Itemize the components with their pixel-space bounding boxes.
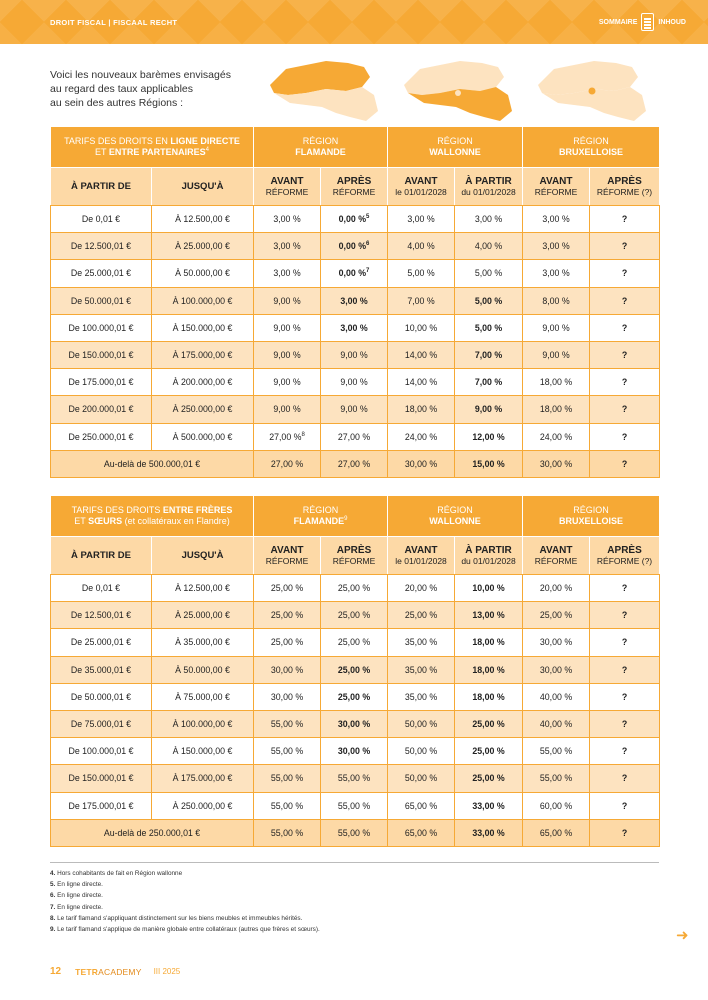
tetra-academy-logo: TETRACADEMY (75, 966, 142, 977)
cell-b-avant: 30,00 % (523, 629, 590, 656)
cell-w-apres: 15,00 % (455, 450, 523, 477)
cell-b-apres: ? (590, 629, 660, 656)
table-row (51, 629, 660, 656)
cell-to: À 175.000,00 € (152, 765, 254, 792)
cell-w-apres: 18,00 % (455, 629, 523, 656)
cell-fl-avant: 3,00 % (254, 260, 321, 287)
cell-from: De 50.000,01 € (51, 287, 152, 314)
cell-w-avant: 35,00 % (388, 629, 455, 656)
cell-w-apres: 5,00 % (455, 287, 523, 314)
table-row (51, 765, 660, 792)
cell-from: De 175.000,01 € (51, 369, 152, 396)
cell-from: De 25.000,01 € (51, 629, 152, 656)
cell-b-apres: ? (590, 792, 660, 819)
col-fl-apres: APRÈS RÉFORME (321, 168, 388, 206)
cell-w-avant: 14,00 % (388, 341, 455, 368)
cell-from: De 150.000,01 € (51, 765, 152, 792)
cell-b-apres: ? (590, 602, 660, 629)
cell-w-apres: 25,00 % (455, 765, 523, 792)
cell-fl-apres: 55,00 % (321, 792, 388, 819)
cell-fl-apres: 3,00 % (321, 287, 388, 314)
table-row (51, 369, 660, 396)
table-row (51, 233, 660, 260)
footnote: 7. En ligne directe. (50, 903, 103, 911)
cell-fl-avant: 27,00 % (254, 450, 321, 477)
cell-w-avant: 7,00 % (388, 287, 455, 314)
col-w-apres: À PARTIR du 01/01/2028 (455, 537, 523, 575)
table2-body (51, 575, 660, 847)
cell-to: À 75.000,00 € (152, 683, 254, 710)
cell-fl-apres: 0,00 %$^6$ (321, 233, 388, 260)
cell-to: À 200.000,00 € (152, 369, 254, 396)
cell-w-avant: 50,00 % (388, 710, 455, 737)
cell-b-apres: ? (590, 396, 660, 423)
cell-fl-apres: 0,00 %$^7$ (321, 260, 388, 287)
cell-w-avant: 18,00 % (388, 396, 455, 423)
table-row (51, 206, 660, 233)
cell-fl-apres: 30,00 % (321, 710, 388, 737)
region-wallonne-header: RÉGION WALLONNE (388, 496, 523, 537)
cell-b-avant: 3,00 % (523, 233, 590, 260)
table-row (51, 602, 660, 629)
cell-b-avant: 3,00 % (523, 206, 590, 233)
cell-fl-avant: 25,00 % (254, 629, 321, 656)
page-number: 12 (50, 966, 62, 977)
cell-b-avant: 55,00 % (523, 765, 590, 792)
cell-w-avant: 65,00 % (388, 792, 455, 819)
cell-w-avant: 65,00 % (388, 819, 455, 846)
cell-b-avant: 18,00 % (523, 369, 590, 396)
cell-b-apres: ? (590, 765, 660, 792)
cell-b-apres: ? (590, 423, 660, 450)
cell-fl-avant: 55,00 % (254, 765, 321, 792)
intro-line: au sein des autres Régions : (50, 97, 184, 109)
cell-to: À 35.000,00 € (152, 629, 254, 656)
cell-b-apres: ? (590, 819, 660, 846)
cell-to: À 12.500,00 € (152, 575, 254, 602)
cell-b-apres: ? (590, 738, 660, 765)
cell-fl-apres: 25,00 % (321, 656, 388, 683)
cell-fl-avant: 55,00 % (254, 792, 321, 819)
cell-b-apres: ? (590, 314, 660, 341)
cell-b-avant: 25,00 % (523, 602, 590, 629)
cell-w-avant: 5,00 % (388, 260, 455, 287)
issue-label: III 2025 (153, 967, 181, 976)
cell-fl-apres: 55,00 % (321, 765, 388, 792)
col-w-avant: AVANT le 01/01/2028 (388, 537, 455, 575)
table-row-total (51, 819, 660, 846)
cell-w-apres: 13,00 % (455, 602, 523, 629)
table-row (51, 287, 660, 314)
cell-to: À 100.000,00 € (152, 710, 254, 737)
cell-fl-avant: 9,00 % (254, 396, 321, 423)
cell-fl-avant: 55,00 % (254, 710, 321, 737)
top-banner (0, 0, 708, 44)
footnote: 6. En ligne directe. (50, 892, 103, 900)
cell-from: De 100.000,01 € (51, 314, 152, 341)
cell-b-apres: ? (590, 369, 660, 396)
table-freres-soeurs (50, 495, 660, 847)
col-w-avant: AVANT le 01/01/2028 (388, 168, 455, 206)
col-fl-avant: AVANT RÉFORME (254, 168, 321, 206)
cell-fl-avant: 25,00 % (254, 602, 321, 629)
cell-w-apres: 18,00 % (455, 683, 523, 710)
table-row (51, 710, 660, 737)
col-from: À PARTIR DE (51, 537, 152, 575)
cell-to: À 250.000,00 € (152, 792, 254, 819)
cell-b-avant: 9,00 % (523, 314, 590, 341)
footnote: 9. Le tarif flamand s'applique de manière globale entre collatéraux (autres que frères et sœurs). (50, 926, 320, 934)
cell-to: À 25.000,00 € (152, 233, 254, 260)
cell-fl-apres: 27,00 % (321, 450, 388, 477)
belgium-maps (262, 55, 652, 127)
cell-b-avant: 9,00 % (523, 341, 590, 368)
cell-to: À 50.000,00 € (152, 260, 254, 287)
map-wallonia-icon (400, 55, 518, 125)
inhoud-label: INHOUD (658, 18, 686, 26)
table-row (51, 656, 660, 683)
cell-w-apres: 12,00 % (455, 423, 523, 450)
col-fl-avant: AVANT RÉFORME (254, 537, 321, 575)
cell-w-avant: 30,00 % (388, 450, 455, 477)
table-row (51, 792, 660, 819)
cell-b-apres: ? (590, 260, 660, 287)
region-flamande-header: RÉGION FLAMANDE (254, 127, 388, 168)
cell-w-avant: 14,00 % (388, 369, 455, 396)
page-footer (50, 966, 180, 977)
sommaire-label: SOMMAIRE (598, 18, 638, 26)
cell-beyond: Au-delà de 500.000,01 € (51, 450, 254, 477)
intro-line: au regard des taux applicables (50, 83, 194, 95)
cell-w-avant: 35,00 % (388, 683, 455, 710)
cell-b-avant: 3,00 % (523, 260, 590, 287)
cell-fl-apres: 25,00 % (321, 629, 388, 656)
cell-w-apres: 7,00 % (455, 341, 523, 368)
table-row (51, 341, 660, 368)
cell-b-apres: ? (590, 575, 660, 602)
cell-w-avant: 10,00 % (388, 314, 455, 341)
cell-fl-avant: 55,00 % (254, 819, 321, 846)
cell-to: À 150.000,00 € (152, 738, 254, 765)
cell-fl-avant: 9,00 % (254, 341, 321, 368)
clipboard-icon (641, 13, 654, 31)
cell-from: De 75.000,01 € (51, 710, 152, 737)
table1-title: TARIFS DES DROITS EN LIGNE DIRECTE ET ENTRE PARTENAIRES$^4$ (51, 127, 254, 168)
cell-b-apres: ? (590, 206, 660, 233)
table-row (51, 423, 660, 450)
footnote: 5. En ligne directe. (50, 881, 103, 889)
cell-b-apres: ? (590, 233, 660, 260)
table-row (51, 314, 660, 341)
cell-w-apres: 33,00 % (455, 792, 523, 819)
cell-fl-apres: 25,00 % (321, 602, 388, 629)
cell-fl-avant: 27,00 %$^8$ (254, 423, 321, 450)
cell-fl-avant: 30,00 % (254, 656, 321, 683)
cell-to: À 500.000,00 € (152, 423, 254, 450)
cell-b-avant: 40,00 % (523, 683, 590, 710)
cell-fl-apres: 25,00 % (321, 683, 388, 710)
cell-to: À 150.000,00 € (152, 314, 254, 341)
cell-from: De 250.000,01 € (51, 423, 152, 450)
cell-from: De 150.000,01 € (51, 341, 152, 368)
cell-w-apres: 25,00 % (455, 738, 523, 765)
cell-fl-avant: 30,00 % (254, 683, 321, 710)
cell-w-apres: 4,00 % (455, 233, 523, 260)
region-bruxelloise-header: RÉGION BRUXELLOISE (523, 496, 660, 537)
cell-w-apres: 3,00 % (455, 206, 523, 233)
cell-b-apres: ? (590, 710, 660, 737)
cell-fl-apres: 9,00 % (321, 369, 388, 396)
map-brussels-icon (534, 55, 652, 125)
table2-title: TARIFS DES DROITS ENTRE FRÈRES ET SŒURS (et collatéraux en Flandre) (51, 496, 254, 537)
cell-fl-apres: 9,00 % (321, 341, 388, 368)
cell-from: De 25.000,01 € (51, 260, 152, 287)
col-b-apres: APRÈS RÉFORME (?) (590, 537, 660, 575)
next-page-arrow-icon[interactable]: ➜ (676, 927, 689, 944)
cell-w-apres: 5,00 % (455, 260, 523, 287)
cell-w-apres: 10,00 % (455, 575, 523, 602)
cell-w-avant: 35,00 % (388, 656, 455, 683)
col-b-avant: AVANT RÉFORME (523, 168, 590, 206)
cell-to: À 12.500,00 € (152, 206, 254, 233)
cell-from: De 12.500,01 € (51, 233, 152, 260)
table-row-total (51, 450, 660, 477)
cell-fl-apres: 9,00 % (321, 396, 388, 423)
cell-to: À 25.000,00 € (152, 602, 254, 629)
cell-fl-apres: 55,00 % (321, 819, 388, 846)
cell-w-avant: 24,00 % (388, 423, 455, 450)
intro-line: Voici les nouveaux barèmes envisagés (50, 69, 231, 81)
cell-b-apres: ? (590, 341, 660, 368)
cell-b-apres: ? (590, 450, 660, 477)
cell-to: À 50.000,00 € (152, 656, 254, 683)
cell-from: De 0,01 € (51, 575, 152, 602)
map-flanders-icon (266, 55, 384, 125)
cell-b-avant: 24,00 % (523, 423, 590, 450)
cell-from: De 0,01 € (51, 206, 152, 233)
footnote: 4. Hors cohabitants de fait en Région wallonne (50, 870, 183, 877)
cell-w-apres: 9,00 % (455, 396, 523, 423)
cell-b-avant: 55,00 % (523, 738, 590, 765)
cell-fl-avant: 55,00 % (254, 738, 321, 765)
cell-w-apres: 18,00 % (455, 656, 523, 683)
table-ligne-directe (50, 126, 660, 478)
table-row (51, 396, 660, 423)
footnotes (50, 868, 320, 935)
col-to: JUSQU'À (152, 537, 254, 575)
cell-b-avant: 40,00 % (523, 710, 590, 737)
cell-to: À 100.000,00 € (152, 287, 254, 314)
region-wallonne-header: RÉGION WALLONNE (388, 127, 523, 168)
cell-from: De 50.000,01 € (51, 683, 152, 710)
cell-fl-apres: 0,00 %$^5$ (321, 206, 388, 233)
cell-w-apres: 25,00 % (455, 710, 523, 737)
col-from: À PARTIR DE (51, 168, 152, 206)
cell-fl-apres: 30,00 % (321, 738, 388, 765)
cell-w-apres: 33,00 % (455, 819, 523, 846)
cell-fl-apres: 27,00 % (321, 423, 388, 450)
cell-w-apres: 7,00 % (455, 369, 523, 396)
cell-from: De 200.000,01 € (51, 396, 152, 423)
cell-b-avant: 30,00 % (523, 450, 590, 477)
table-row (51, 575, 660, 602)
col-b-apres: APRÈS RÉFORME (?) (590, 168, 660, 206)
cell-to: À 250.000,00 € (152, 396, 254, 423)
cell-b-apres: ? (590, 287, 660, 314)
cell-to: À 175.000,00 € (152, 341, 254, 368)
footnote: 8. Le tarif flamand s'appliquant distinctement sur les biens meubles et immeubles hérités. (50, 914, 303, 922)
cell-fl-avant: 25,00 % (254, 575, 321, 602)
breadcrumb: DROIT FISCAL | FISCAAL RECHT (50, 18, 178, 27)
col-b-avant: AVANT RÉFORME (523, 537, 590, 575)
col-to: JUSQU'À (152, 168, 254, 206)
cell-w-avant: 50,00 % (388, 738, 455, 765)
cell-b-apres: ? (590, 656, 660, 683)
cell-fl-avant: 9,00 % (254, 287, 321, 314)
cell-fl-avant: 3,00 % (254, 206, 321, 233)
cell-fl-avant: 3,00 % (254, 233, 321, 260)
intro-text (50, 68, 250, 110)
cell-w-avant: 25,00 % (388, 602, 455, 629)
cell-b-avant: 18,00 % (523, 396, 590, 423)
table-row (51, 683, 660, 710)
col-fl-apres: APRÈS RÉFORME (321, 537, 388, 575)
region-bruxelloise-header: RÉGION BRUXELLOISE (523, 127, 660, 168)
region-flamande-header: RÉGION FLAMANDE$^9$ (254, 496, 388, 537)
cell-b-avant: 20,00 % (523, 575, 590, 602)
cell-b-apres: ? (590, 683, 660, 710)
table1-body (51, 206, 660, 478)
cell-from: De 175.000,01 € (51, 792, 152, 819)
cell-beyond: Au-delà de 250.000,01 € (51, 819, 254, 846)
cell-b-avant: 30,00 % (523, 656, 590, 683)
cell-fl-apres: 3,00 % (321, 314, 388, 341)
cell-from: De 12.500,01 € (51, 602, 152, 629)
cell-b-avant: 65,00 % (523, 819, 590, 846)
cell-w-avant: 20,00 % (388, 575, 455, 602)
cell-w-apres: 5,00 % (455, 314, 523, 341)
cell-b-avant: 60,00 % (523, 792, 590, 819)
divider (50, 862, 659, 863)
cell-w-avant: 50,00 % (388, 765, 455, 792)
col-w-apres: À PARTIR du 01/01/2028 (455, 168, 523, 206)
cell-fl-avant: 9,00 % (254, 369, 321, 396)
cell-fl-apres: 25,00 % (321, 575, 388, 602)
cell-w-avant: 4,00 % (388, 233, 455, 260)
cell-from: De 100.000,01 € (51, 738, 152, 765)
table-row (51, 738, 660, 765)
cell-from: De 35.000,01 € (51, 656, 152, 683)
cell-b-avant: 8,00 % (523, 287, 590, 314)
cell-w-avant: 3,00 % (388, 206, 455, 233)
sommaire-link[interactable] (599, 13, 686, 31)
table-row (51, 260, 660, 287)
cell-fl-avant: 9,00 % (254, 314, 321, 341)
